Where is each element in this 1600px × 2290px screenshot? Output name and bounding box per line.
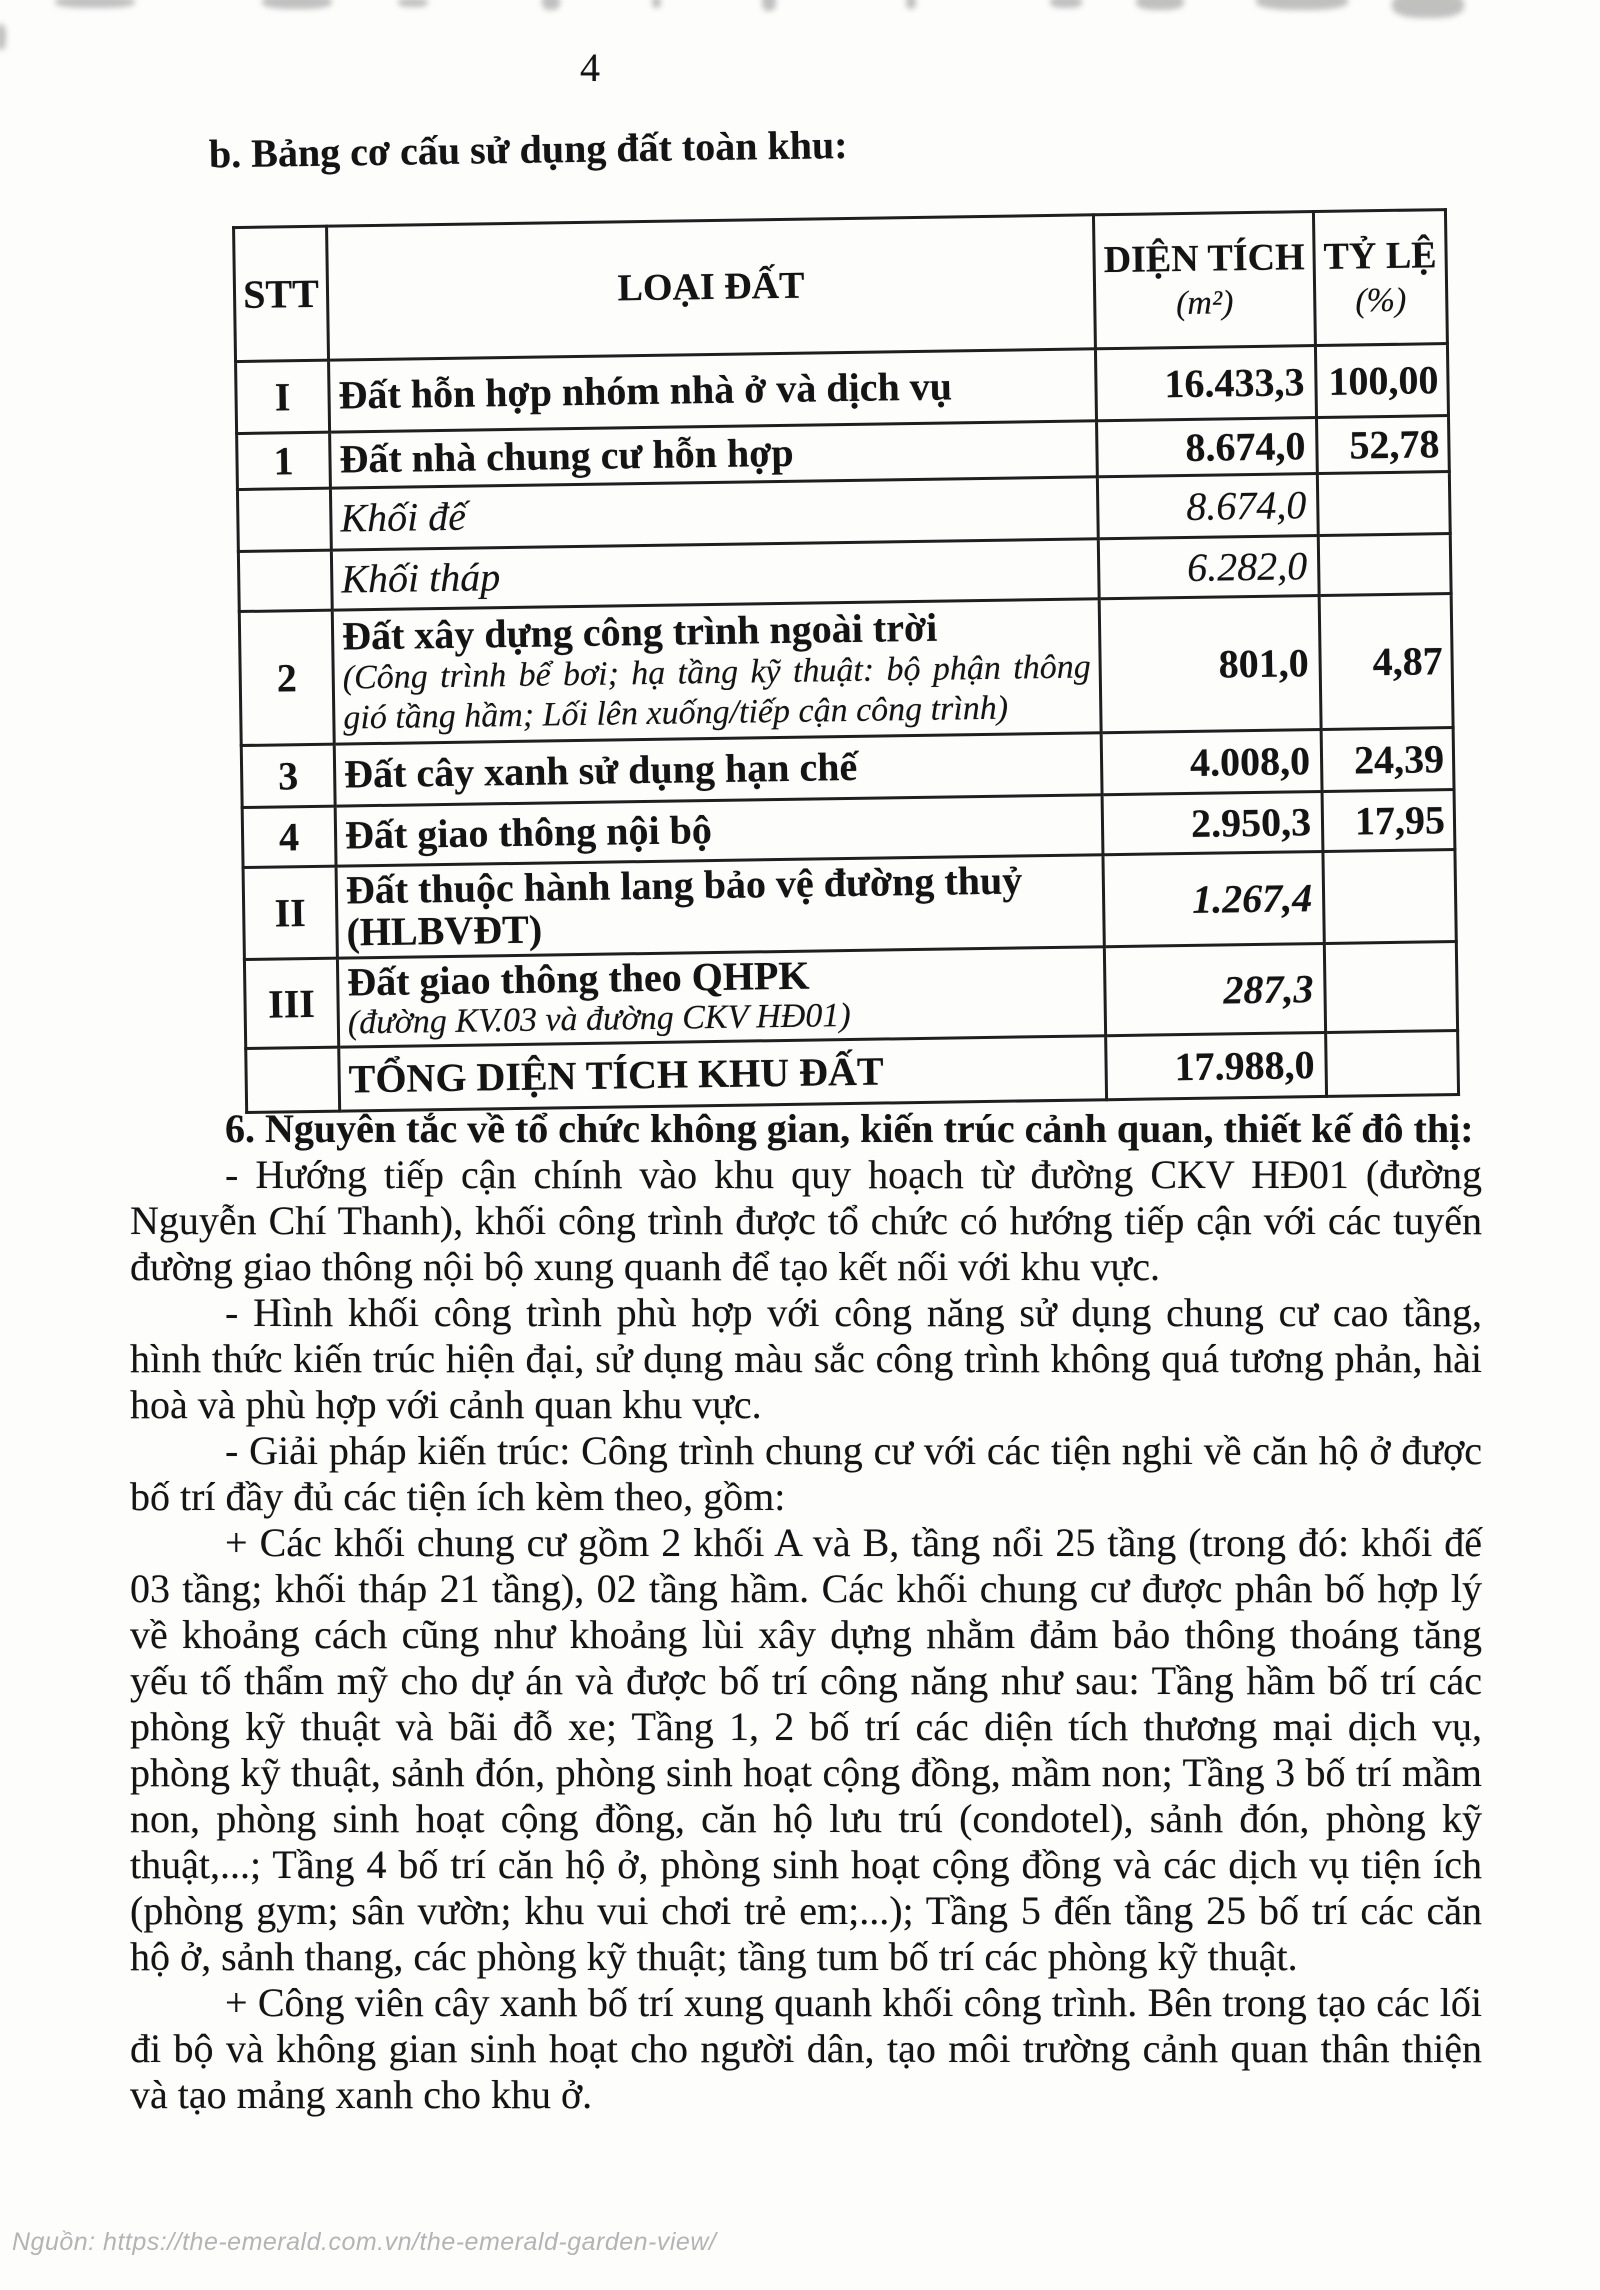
scan-smudge (542, 0, 560, 10)
paragraph-blocks: + Các khối chung cư gồm 2 khối A và B, tầng nổi 25 tầng (trong đó: khối đế 03 tầng; khối tháp 21 tầng), 02 tầng hầm. Các khối chung cư được phân bố hợp lý về khoảng cách cũng như khoảng lùi xây dựng nhằm đảm bảo thông thoáng tăng yếu tố thẩm mỹ cho dự án và được bố trí công năng như sau: Tầng hầm bố trí các phòng kỹ thuật và bãi đỗ xe; Tầng 1, 2 bố trí các diện tích thương mại dịch vụ, phòng kỹ thuật, sảnh đón, phòng sinh hoạt cộng đồng, mầm non; Tầng 3 bố trí mầm non, phòng sinh hoạt cộng đồng, căn hộ lưu trú (condotel), sảnh đón, phòng kỹ thuật,...; Tầng 4 bố trí căn hộ ở, phòng sinh hoạt cộng đồng và các dịch vụ tiện ích (phòng gym; sân vườn; khu vui chơi trẻ em;...); Tầng 5 đến tầng 25 bố trí các căn hộ ở, sảnh thang, các phòng kỹ thuật; tầng tum bố trí các phòng kỹ thuật. (130, 1520, 1482, 1979)
cell-loai-dat (330, 477, 1098, 550)
cell-ty-le: 4,87 (1319, 594, 1453, 730)
cell-ty-le (1318, 534, 1451, 596)
cell-ty-le (1324, 941, 1457, 1032)
cell-dien-tich: 2.950,3 (1102, 791, 1323, 854)
col-header-ty-le (1313, 210, 1447, 346)
cell-dien-tich: 287,3 (1104, 943, 1325, 1036)
cell-ty-le (1326, 1031, 1459, 1097)
cell-dien-tich: 801,0 (1099, 596, 1321, 733)
col-header-dien-tich (1093, 212, 1315, 349)
cell-stt: I (236, 360, 330, 433)
land-type-note: (Công trình bể bơi; hạ tầng kỹ thuật: bộ phận thông gió tầng hầm; Lối lên xuống/tiếp cận công trình) (342, 647, 1091, 737)
cell-dien-tich: 16.433,3 (1095, 346, 1316, 421)
land-type-name: Đất cây xanh sử dụng hạn chế (343, 744, 858, 797)
cell-ty-le (1317, 472, 1450, 536)
col-header-stt: STT (234, 226, 329, 361)
land-use-table-block (208, 121, 1457, 1102)
scan-smudge (1050, 0, 1082, 8)
cell-dien-tich: 1.267,4 (1103, 851, 1324, 946)
cell-ty-le: 17,95 (1322, 790, 1455, 852)
cell-dien-tich: 8.674,0 (1097, 418, 1318, 477)
scan-smudge (652, 0, 661, 8)
col-header-dien-tich-unit: (m²) (1175, 283, 1234, 322)
cell-ty-le (1323, 850, 1456, 944)
cell-loai-dat (336, 855, 1104, 958)
scan-smudge (906, 0, 916, 9)
cell-loai-dat (334, 733, 1102, 806)
scan-smudge (398, 0, 428, 7)
cell-stt: 2 (239, 610, 334, 745)
land-type-name: Đất nhà chung cư hỗn hợp (339, 430, 794, 482)
col-header-ty-le-label: TỶ LỆ (1323, 234, 1437, 278)
cell-loai-dat (339, 1036, 1107, 1111)
cell-ty-le: 24,39 (1321, 728, 1454, 792)
cell-ty-le: 100,00 (1315, 344, 1448, 418)
scan-smudge (762, 0, 776, 11)
scan-smudge (0, 24, 6, 50)
paragraph-access: - Hướng tiếp cận chính vào khu quy hoạch từ đường CKV HĐ01 (đường Nguyễn Chí Thanh), khối công trình được tổ chức có hướng tiếp cận với các tuyến đường giao thông nội bộ xung quanh để tạo kết nối với khu vực. (130, 1152, 1482, 1289)
col-header-dien-tich-label: DIỆN TÍCH (1103, 236, 1305, 282)
cell-stt: II (243, 866, 337, 959)
cell-stt (246, 1047, 340, 1112)
cell-dien-tich: 17.988,0 (1106, 1033, 1327, 1100)
col-header-ty-le-unit: (%) (1355, 281, 1407, 320)
scan-smudge (1136, 0, 1184, 10)
cell-ty-le: 52,78 (1316, 416, 1449, 474)
table-heading: b. Bảng cơ cấu sử dụng đất toàn khu: (208, 121, 848, 177)
land-type-name: Đất giao thông theo QHPK (346, 952, 810, 1005)
land-use-table (232, 208, 1460, 1114)
paragraph-architecture: - Giải pháp kiến trúc: Công trình chung cư với các tiện nghi về căn hộ ở được bố trí đầy đủ các tiện ích kèm theo, gồm: (130, 1428, 1482, 1519)
cell-stt: III (244, 958, 338, 1049)
table-row (243, 850, 1456, 960)
cell-loai-dat (331, 539, 1099, 610)
section-6-heading: 6. Nguyên tắc về tổ chức không gian, kiến trúc cảnh quan, thiết kế đô thị: (225, 1106, 1474, 1151)
table-row (239, 594, 1453, 746)
cell-dien-tich: 4.008,0 (1101, 729, 1322, 794)
scan-smudge (1392, 0, 1464, 18)
cell-loai-dat (335, 795, 1103, 866)
scan-smudge (262, 0, 332, 9)
land-type-name: Đất giao thông nội bộ (344, 807, 713, 858)
col-header-loai-dat: LOẠI ĐẤT (327, 215, 1096, 360)
paragraph-park: + Công viên cây xanh bố trí xung quanh khối công trình. Bên trong tạo các lối đi bộ và không gian sinh hoạt cho người dân, tạo môi trường cảnh quan thân thiện và tạo mảng xanh cho khu ở. (130, 1980, 1482, 2117)
scan-smudge (1256, 0, 1348, 10)
land-type-name: TỔNG DIỆN TÍCH KHU ĐẤT (348, 1048, 884, 1102)
cell-loai-dat (329, 349, 1097, 432)
cell-loai-dat (332, 599, 1101, 744)
page-number: 4 (580, 45, 600, 90)
paragraph-massing: - Hình khối công trình phù hợp với công năng sử dụng chung cư cao tầng, hình thức kiến trúc hiện đại, sử dụng màu sắc công trình không quá tương phản, hài hoà và phù hợp với cảnh quan khu vực. (130, 1290, 1482, 1427)
section-6 (130, 1106, 1482, 2118)
cell-stt: 1 (237, 432, 331, 489)
land-type-name: Khối tháp (340, 554, 501, 602)
land-type-name-line2: (HLBVĐT) (346, 906, 543, 955)
cell-stt (237, 488, 331, 551)
cell-stt (238, 550, 332, 611)
land-type-name: Đất thuộc hành lang bảo vệ đường thuỷ (345, 857, 1023, 913)
land-type-note: (đường KV.03 và đường CKV HĐ01) (347, 997, 851, 1042)
cell-loai-dat (337, 947, 1105, 1048)
scan-smudge (55, 0, 135, 8)
cell-dien-tich: 8.674,0 (1097, 474, 1318, 539)
land-type-name: Đất hỗn hợp nhóm nhà ở và dịch vụ (338, 363, 953, 418)
source-watermark: Nguồn: https://the-emerald.com.vn/the-emerald-garden-view/ (12, 2228, 717, 2256)
cell-stt: 4 (242, 806, 336, 867)
land-type-name: Khối đế (340, 493, 467, 541)
land-type-name: Đất xây dựng công trình ngoài trời (341, 604, 938, 659)
cell-dien-tich: 6.282,0 (1098, 536, 1319, 599)
cell-stt: 3 (241, 744, 335, 807)
table-header-row (234, 210, 1448, 362)
